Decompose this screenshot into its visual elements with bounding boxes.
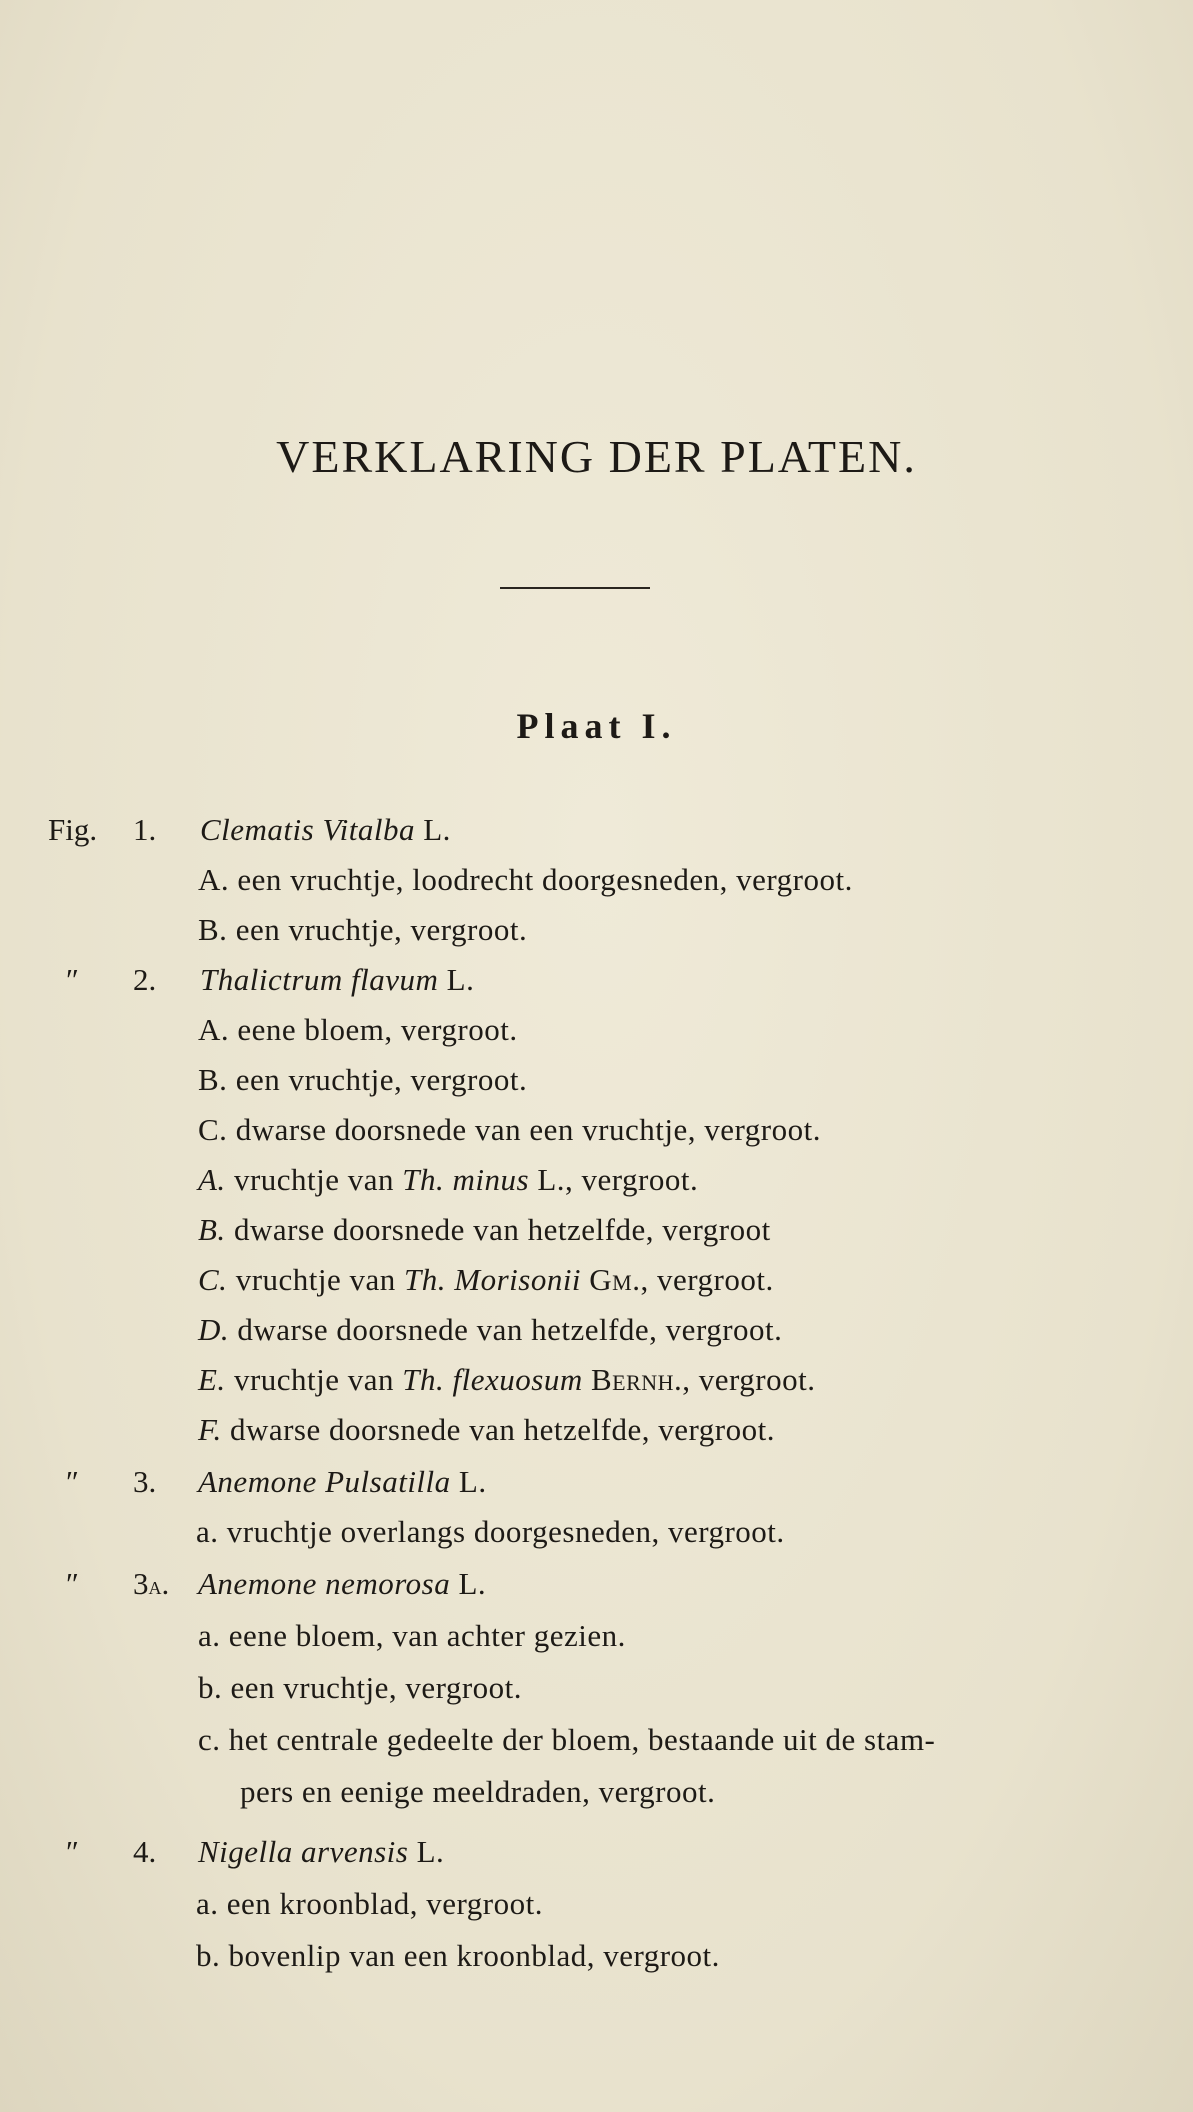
sub-entry <box>198 1062 527 1098</box>
sub-letter: A. <box>198 862 230 897</box>
fig-number: 3a. <box>133 1566 170 1601</box>
sub-text: , vergroot. <box>682 1362 816 1397</box>
sub-text: een vruchtje, vergroot. <box>235 912 528 947</box>
sub-text: vruchtje van <box>233 1162 395 1197</box>
sub-entry <box>198 1312 782 1348</box>
sub-entry <box>198 1112 821 1148</box>
species-name: Th. flexuosum <box>402 1362 583 1397</box>
figure-entry <box>200 812 451 848</box>
sub-text: L., vergroot. <box>537 1162 699 1197</box>
sub-letter: c. <box>198 1722 221 1757</box>
sub-text: , vergroot. <box>640 1262 774 1297</box>
sub-entry <box>196 1514 785 1550</box>
species-name: Clematis Vitalba <box>200 812 415 847</box>
ditto-mark: ″ <box>64 1566 77 1601</box>
heading-rule <box>500 587 650 589</box>
sub-entry <box>198 1362 816 1398</box>
sub-letter: B. <box>198 912 228 947</box>
sub-entry <box>198 912 527 948</box>
species-name: Thalictrum flavum <box>200 962 439 997</box>
sub-entry <box>198 862 853 898</box>
sub-text: vruchtje van <box>235 1262 396 1297</box>
figure-entry <box>198 1566 486 1602</box>
page-heading: VERKLARING DER PLATEN. <box>276 431 917 482</box>
species-name: Th. minus <box>402 1162 530 1197</box>
sub-text: vruchtje overlangs doorgesneden, vergroot. <box>226 1514 785 1549</box>
species-name: Anemone nemorosa <box>198 1566 451 1601</box>
species-author: L. <box>458 1464 487 1499</box>
sub-text: dwarse doorsnede van een vruchtje, vergroot. <box>235 1112 821 1147</box>
sub-entry <box>198 1012 518 1048</box>
sub-letter: F. <box>198 1412 222 1447</box>
species-author: Bernh. <box>590 1362 683 1397</box>
sub-letter: B. <box>198 1062 228 1097</box>
ditto-mark: ″ <box>64 962 77 997</box>
plate-title: Plaat I. <box>516 706 677 746</box>
fig-number: 3. <box>133 1464 157 1499</box>
species-name: Anemone Pulsatilla <box>198 1464 451 1499</box>
ditto-mark: ″ <box>64 1464 77 1499</box>
sub-entry <box>198 1212 771 1248</box>
sub-letter: b. <box>196 1938 221 1973</box>
sub-text: een vruchtje, vergroot. <box>230 1670 523 1705</box>
sub-text: bovenlip van een kroonblad, vergroot. <box>228 1938 720 1973</box>
sub-text: eene bloem, vergroot. <box>237 1012 518 1047</box>
sub-letter: B. <box>198 1212 226 1247</box>
figure-entry <box>198 1834 444 1870</box>
sub-text: vruchtje van <box>233 1362 395 1397</box>
sub-entry <box>196 1938 720 1974</box>
sub-text: een kroonblad, vergroot. <box>226 1886 543 1921</box>
ditto-mark: ″ <box>64 1834 77 1869</box>
species-author: L. <box>458 1566 487 1601</box>
sub-entry <box>198 1162 698 1198</box>
sub-letter: a. <box>196 1886 219 1921</box>
sub-letter: D. <box>198 1312 230 1347</box>
sub-entry <box>198 1722 935 1758</box>
sub-text: dwarse doorsnede van hetzelfde, vergroot. <box>237 1312 783 1347</box>
sub-letter: C. <box>198 1262 228 1297</box>
figure-entry <box>198 1464 487 1500</box>
fig-number: 1. <box>133 812 157 847</box>
species-author: L. <box>446 962 475 997</box>
sub-letter: E. <box>198 1362 226 1397</box>
sub-text: een vruchtje, loodrecht doorgesneden, vergroot. <box>237 862 853 897</box>
sub-text: een vruchtje, vergroot. <box>235 1062 528 1097</box>
sub-letter: C. <box>198 1112 228 1147</box>
sub-entry <box>198 1412 775 1448</box>
sub-entry <box>198 1262 774 1298</box>
sub-entry <box>198 1670 522 1706</box>
species-author: L. <box>423 812 451 847</box>
sub-entry-continuation: pers en eenige meeldraden, vergroot. <box>240 1774 716 1809</box>
fig-number: 2. <box>133 962 157 997</box>
sub-letter: a. <box>198 1618 221 1653</box>
fig-prefix: Fig. <box>48 812 98 847</box>
fig-number: 4. <box>133 1834 157 1869</box>
sub-text: het centrale gedeelte der bloem, bestaande uit de stam- <box>228 1722 936 1757</box>
sub-letter: A. <box>198 1012 230 1047</box>
species-name: Nigella arvensis <box>198 1834 409 1869</box>
species-author: Gm. <box>589 1262 641 1297</box>
sub-text: dwarse doorsnede van hetzelfde, vergroot. <box>229 1412 775 1447</box>
sub-letter: A. <box>198 1162 226 1197</box>
sub-text: dwarse doorsnede van hetzelfde, vergroot <box>233 1212 771 1247</box>
sub-text: eene bloem, van achter gezien. <box>228 1618 626 1653</box>
species-name: Th. Morisonii <box>404 1262 582 1297</box>
sub-entry <box>196 1886 543 1922</box>
species-author: L. <box>416 1834 445 1869</box>
figure-entry <box>200 962 474 998</box>
sub-letter: a. <box>196 1514 219 1549</box>
sub-entry <box>198 1618 626 1654</box>
sub-letter: b. <box>198 1670 223 1705</box>
